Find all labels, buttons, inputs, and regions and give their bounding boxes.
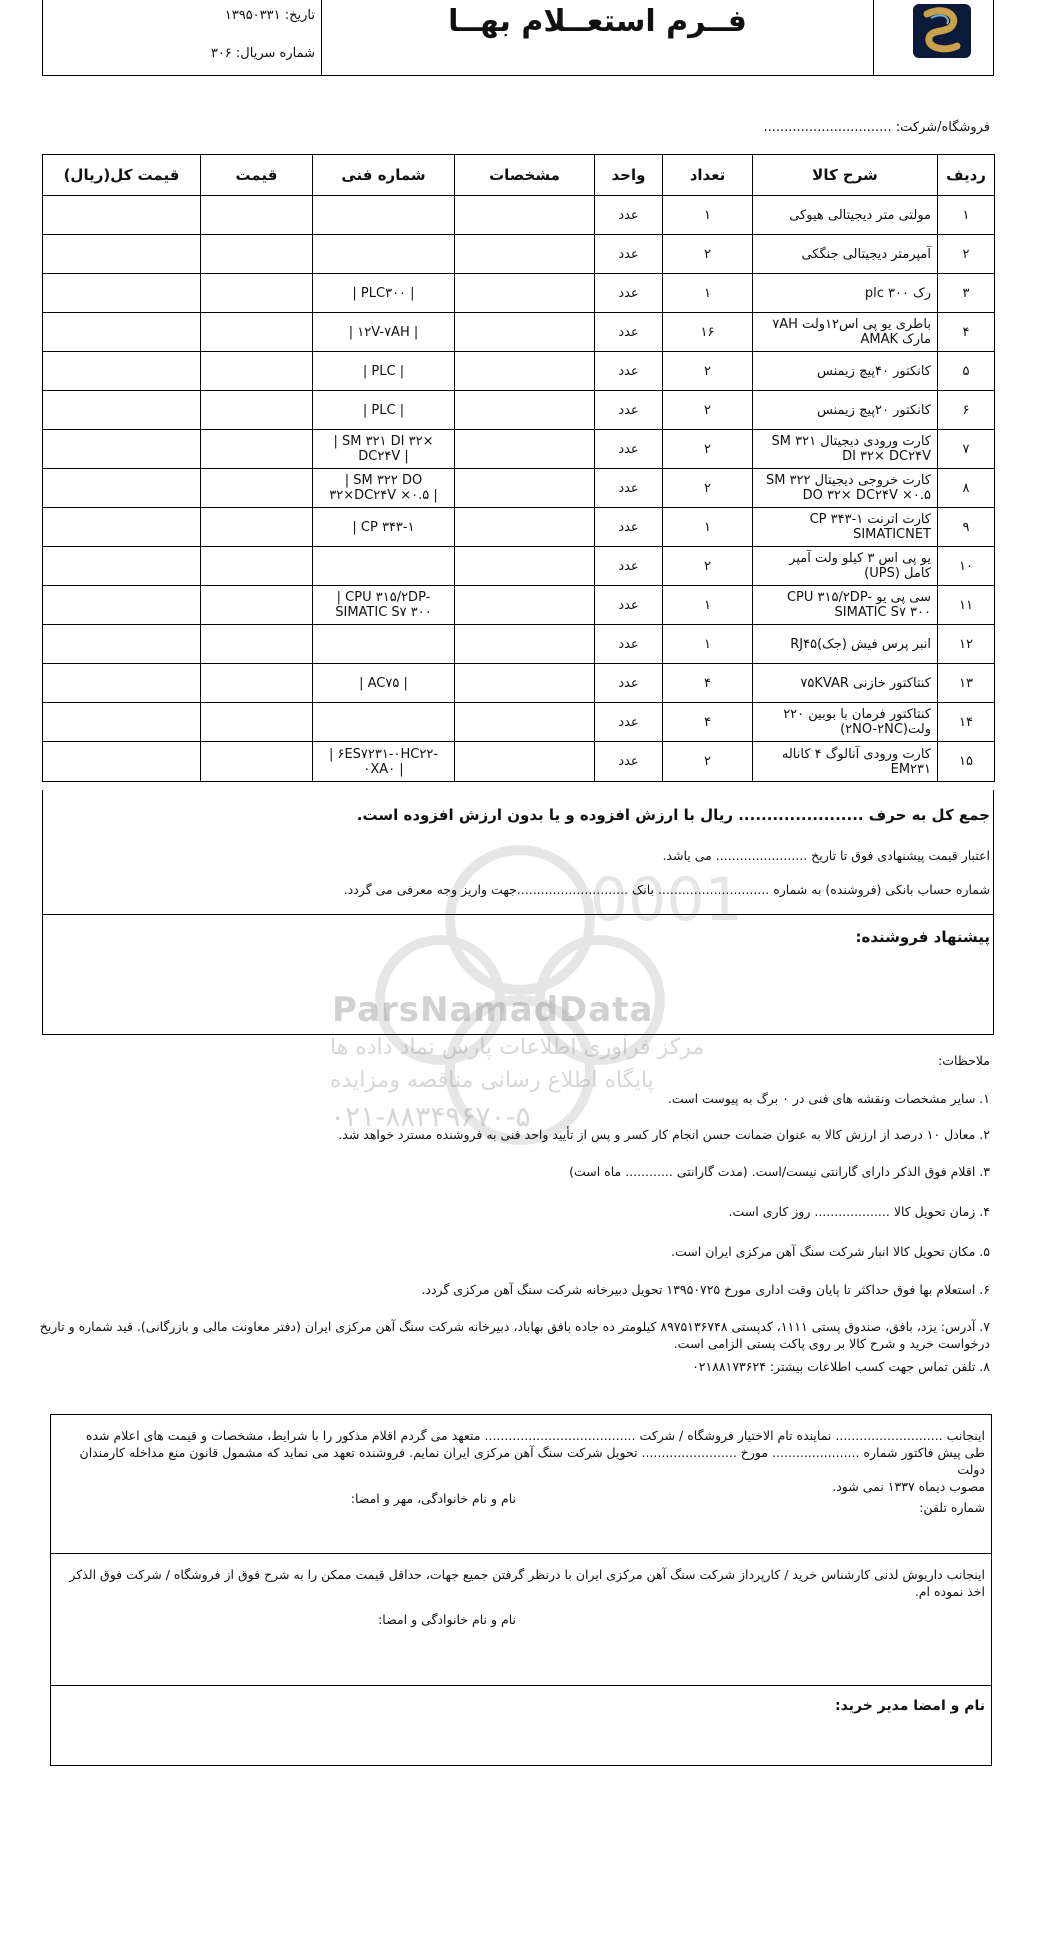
expert-line-2: اخذ نموده ام.: [914, 1584, 985, 1599]
commitment-box: [50, 1414, 992, 1554]
cell-total: [43, 235, 201, 274]
cell-total: [43, 196, 201, 235]
col-header-quantity: تعداد: [663, 155, 753, 196]
note-3: ۳. اقلام فوق الذکر دارای گارانتی نیست/است. (مدت گارانتی ............ ماه است): [569, 1164, 990, 1179]
cell-tech-no: [313, 625, 455, 664]
table-row: [43, 235, 995, 274]
cell-total: [43, 703, 201, 742]
bank-account: شماره حساب بانکی (فروشنده) به شماره ............................ بانک ............................جهت واریز وجه معرفی می گردد.: [343, 882, 990, 897]
seller-signature: نام و نام خانوادگی، مهر و امضا:: [350, 1491, 516, 1506]
cell-specs: [455, 235, 595, 274]
cell-quantity: ۲: [663, 469, 753, 508]
cell-unit: عدد: [595, 547, 663, 586]
cell-row-no: ۱۲: [938, 625, 995, 664]
cell-price: [201, 625, 313, 664]
cell-unit: عدد: [595, 469, 663, 508]
cell-description: آمپرمتر دیجیتالی جنگکی: [753, 235, 938, 274]
table-row: [43, 547, 995, 586]
company-logo: [913, 4, 971, 58]
cell-tech-no: | ۶ES۷۲۳۱-۰HC۲۲- ۰XA۰ |: [313, 742, 455, 782]
cell-quantity: ۱: [663, 196, 753, 235]
cell-description: مولتی متر دیجیتالی هیوکی: [753, 196, 938, 235]
col-header-description: شرح کالا: [753, 155, 938, 196]
cell-total: [43, 313, 201, 352]
cell-description: کنتاکتور خازنی ۷۵KVAR: [753, 664, 938, 703]
cell-price: [201, 235, 313, 274]
cell-row-no: ۱۰: [938, 547, 995, 586]
col-header-unit: واحد: [595, 155, 663, 196]
cell-price: [201, 391, 313, 430]
cell-description: کارت اترنت CP ۳۴۳-۱ SIMATICNET: [753, 508, 938, 547]
table-header-row: [43, 155, 995, 196]
cell-total: [43, 664, 201, 703]
col-header-price: قیمت: [201, 155, 313, 196]
cell-specs: [455, 274, 595, 313]
cell-row-no: ۵: [938, 352, 995, 391]
col-header-specs: مشخصات: [455, 155, 595, 196]
cell-tech-no: [313, 196, 455, 235]
table-row: [43, 196, 995, 235]
table-row: [43, 469, 995, 508]
cell-specs: [455, 391, 595, 430]
cell-price: [201, 742, 313, 782]
cell-row-no: ۲: [938, 235, 995, 274]
commitment-line-1: اینجانب ........................... نماینده تام الاختیار فروشگاه / شرکت ...................................... متعهد می گردم اقلام مذکور را با شرایط، مشخصات و قیمت های اعلام شده: [85, 1428, 985, 1443]
cell-description: کنتاکتور فرمان با بوبین ۲۲۰ ولت(۲NO-۲NC): [753, 703, 938, 742]
cell-specs: [455, 196, 595, 235]
cell-tech-no: | PLC |: [313, 391, 455, 430]
title-cell: [321, 0, 873, 76]
note-2: ۲. معادل ۱۰ درصد از ارزش کالا به عنوان ضمانت حسن انجام کار کسر و پس از تأیید واحد فنی به فروشنده مسترد خواهد شد.: [338, 1127, 990, 1142]
cell-row-no: ۹: [938, 508, 995, 547]
meta-cell: [41, 0, 321, 76]
cell-unit: عدد: [595, 196, 663, 235]
table-row: [43, 430, 995, 469]
items-table: [42, 154, 995, 782]
cell-unit: عدد: [595, 235, 663, 274]
sum-in-words: جمع کل به حرف ...................... ریال با ارزش افزوده و یا بدون ارزش افزوده است.: [356, 806, 990, 824]
cell-specs: [455, 703, 595, 742]
form-title: فــرم استعــلام بهــا: [448, 4, 747, 39]
cell-quantity: ۱: [663, 274, 753, 313]
cell-quantity: ۱۶: [663, 313, 753, 352]
col-header-total: قیمت کل(ریال): [43, 155, 201, 196]
table-row: [43, 703, 995, 742]
cell-tech-no: | PLC |: [313, 352, 455, 391]
cell-total: [43, 469, 201, 508]
cell-price: [201, 196, 313, 235]
cell-specs: [455, 742, 595, 782]
cell-price: [201, 430, 313, 469]
cell-row-no: ۱۳: [938, 664, 995, 703]
cell-unit: عدد: [595, 625, 663, 664]
manager-box: [50, 1686, 992, 1766]
expert-line-1: اینجانب داریوش لدنی کارشناس خرید / کارپرداز شرکت سنگ آهن مرکزی ایران با درنظر گرفتن جمیع جهات، حداقل قیمت ممکن را به شرح فوق از فروشگاه / شرکت فوق الذکر: [69, 1567, 985, 1582]
notes-title: ملاحظات:: [938, 1053, 990, 1068]
cell-unit: عدد: [595, 703, 663, 742]
cell-tech-no: [313, 547, 455, 586]
cell-specs: [455, 586, 595, 625]
cell-price: [201, 508, 313, 547]
serial-label: شماره سریال: ۳۰۶: [210, 46, 315, 61]
cell-description: یو پی اس ۳ کیلو ولت آمپر کامل (UPS): [753, 547, 938, 586]
cell-row-no: ۱۴: [938, 703, 995, 742]
note-8: ۸. تلفن تماس جهت کسب اطلاعات بیشتر: ۰۲۱۸۸۱۷۳۶۲۴: [692, 1359, 990, 1374]
cell-description: کارت خروجی دیجیتال SM ۳۲۲ DO ۳۲× DC۲۴V ×۰.۵: [753, 469, 938, 508]
cell-total: [43, 547, 201, 586]
cell-unit: عدد: [595, 508, 663, 547]
watermark-phone: ۰۲۱-۸۸۳۴۹۶۷۰-۵: [330, 1100, 531, 1133]
cell-row-no: ۶: [938, 391, 995, 430]
manager-signature-label: نام و امضا مدیر خرید:: [835, 1698, 985, 1714]
cell-total: [43, 586, 201, 625]
cell-specs: [455, 469, 595, 508]
cell-unit: عدد: [595, 313, 663, 352]
table-row: [43, 508, 995, 547]
cell-price: [201, 703, 313, 742]
cell-tech-no: [313, 235, 455, 274]
cell-quantity: ۲: [663, 742, 753, 782]
watermark-sub2: پایگاه اطلاع رسانی مناقصه ومزایده: [330, 1068, 654, 1093]
commitment-line-3: مصوب دیماه ۱۳۳۷ نمی شود.: [832, 1479, 985, 1494]
cell-specs: [455, 313, 595, 352]
cell-price: [201, 352, 313, 391]
cell-price: [201, 313, 313, 352]
cell-total: [43, 625, 201, 664]
cell-quantity: ۱: [663, 625, 753, 664]
cell-tech-no: | SM ۳۲۱ DI ۳۲× DC۲۴V |: [313, 430, 455, 469]
cell-row-no: ۷: [938, 430, 995, 469]
cell-specs: [455, 664, 595, 703]
cell-row-no: ۱: [938, 196, 995, 235]
vendor-proposal-title: پیشنهاد فروشنده:: [855, 928, 990, 946]
cell-description: کارت ورودی آنالوگ ۴ کاناله EM۲۳۱: [753, 742, 938, 782]
table-row: [43, 625, 995, 664]
cell-price: [201, 274, 313, 313]
cell-tech-no: | ۱۲V-۷AH |: [313, 313, 455, 352]
cell-total: [43, 391, 201, 430]
cell-price: [201, 469, 313, 508]
note-5: ۵. مکان تحویل کالا انبار شرکت سنگ آهن مرکزی ایران است.: [671, 1244, 990, 1259]
cell-unit: عدد: [595, 274, 663, 313]
table-row: [43, 586, 995, 625]
cell-unit: عدد: [595, 352, 663, 391]
note-4: ۴. زمان تحویل کالا ................... روز کاری است.: [728, 1204, 990, 1219]
svg-text:0001: 0001: [590, 865, 743, 935]
cell-unit: عدد: [595, 742, 663, 782]
table-row: [43, 742, 995, 782]
cell-unit: عدد: [595, 586, 663, 625]
cell-unit: عدد: [595, 391, 663, 430]
cell-quantity: ۲: [663, 391, 753, 430]
cell-specs: [455, 430, 595, 469]
cell-description: رک ۳۰۰ plc: [753, 274, 938, 313]
cell-total: [43, 274, 201, 313]
cell-quantity: ۲: [663, 547, 753, 586]
cell-quantity: ۲: [663, 235, 753, 274]
cell-description: سی پی یو CPU ۳۱۵/۲DP- SIMATIC S۷ ۳۰۰: [753, 586, 938, 625]
vendor-proposal-section: [42, 915, 994, 1035]
col-header-row-no: ردیف: [938, 155, 995, 196]
form-header: [42, 0, 994, 76]
logo-cell: [873, 0, 993, 76]
watermark-brand: ParsNamadData: [332, 990, 654, 1030]
cell-row-no: ۸: [938, 469, 995, 508]
shop-field: فروشگاه/شرکت: ...............................: [763, 120, 990, 135]
cell-row-no: ۱۱: [938, 586, 995, 625]
price-validity: اعتبار قیمت پیشنهادی فوق تا تاریخ ....................... می باشد.: [662, 848, 990, 863]
table-row: [43, 274, 995, 313]
col-header-tech-no: شماره فنی: [313, 155, 455, 196]
cell-tech-no: | PLC۳۰۰ |: [313, 274, 455, 313]
cell-total: [43, 352, 201, 391]
phone-label: شماره تلفن:: [919, 1500, 985, 1515]
cell-price: [201, 586, 313, 625]
watermark-sub1: مرکز فرآوری اطلاعات پارس نماد داده ها: [330, 1035, 705, 1060]
cell-specs: [455, 625, 595, 664]
cell-tech-no: | SM ۳۲۲ DO ۳۲×DC۲۴V ×۰.۵ |: [313, 469, 455, 508]
date-label: تاریخ: ۱۳۹۵۰۳۳۱: [224, 8, 315, 23]
cell-tech-no: | CP ۳۴۳-۱: [313, 508, 455, 547]
table-row: [43, 313, 995, 352]
cell-quantity: ۲: [663, 430, 753, 469]
cell-unit: عدد: [595, 430, 663, 469]
cell-quantity: ۱: [663, 508, 753, 547]
cell-price: [201, 664, 313, 703]
cell-specs: [455, 547, 595, 586]
cell-total: [43, 430, 201, 469]
cell-quantity: ۲: [663, 352, 753, 391]
note-6: ۶. استعلام بها فوق حداکثر تا پایان وقت اداری مورخ ۱۳۹۵۰۷۲۵ تحویل دبیرخانه شرکت سنگ آهن مرکزی گردد.: [421, 1282, 990, 1297]
table-row: [43, 352, 995, 391]
cell-price: [201, 547, 313, 586]
table-row: [43, 664, 995, 703]
cell-tech-no: [313, 703, 455, 742]
cell-quantity: ۴: [663, 664, 753, 703]
cell-tech-no: | CPU ۳۱۵/۲DP- SIMATIC S۷ ۳۰۰: [313, 586, 455, 625]
cell-total: [43, 508, 201, 547]
cell-quantity: ۴: [663, 703, 753, 742]
cell-tech-no: | AC۷۵ |: [313, 664, 455, 703]
cell-description: کانکتور ۲۰پیچ زیمنس: [753, 391, 938, 430]
cell-row-no: ۱۵: [938, 742, 995, 782]
note-1: ۱. سایر مشخصات ونقشه های فنی در ۰ برگ به پیوست است.: [667, 1091, 990, 1106]
cell-row-no: ۴: [938, 313, 995, 352]
cell-description: کانکتور ۴۰پیچ زیمنس: [753, 352, 938, 391]
table-row: [43, 391, 995, 430]
cell-unit: عدد: [595, 664, 663, 703]
cell-row-no: ۳: [938, 274, 995, 313]
expert-box: [50, 1554, 992, 1686]
cell-specs: [455, 352, 595, 391]
cell-total: [43, 742, 201, 782]
cell-quantity: ۱: [663, 586, 753, 625]
cell-description: کارت ورودی دیجیتال SM ۳۲۱ DI ۳۲× DC۲۴V: [753, 430, 938, 469]
cell-description: انبر پرس فیش (جک)RJ۴۵: [753, 625, 938, 664]
cell-description: باطری یو پی اس۱۲ولت ۷AH مارک AMAK: [753, 313, 938, 352]
cell-specs: [455, 508, 595, 547]
expert-signature: نام و نام خانوادگی و امضا:: [378, 1612, 516, 1627]
note-7: ۷. آدرس: یزد، بافق، صندوق پستی ۱۱۱۱، کدپستی ۸۹۷۵۱۳۶۷۴۸ کیلومتر ده جاده بافق بهاباد، دبیرخانه شرکت سنگ آهن مرکزی ایران (دفتر معاونت مالی و بازرگانی). قید شماره و تاریخ درخواست خرید و شرح کالا بر روی پاکت پستی الزامی است.: [39, 1319, 990, 1351]
commitment-line-2: طی پیش فاکتور شماره ...................... مورخ ........................ تحویل شرکت سنگ آهن مرکزی ایران نمایم. فروشنده تعهد می نماید که مشمول قانون منع مداخله کارمندان دولت: [79, 1445, 985, 1477]
